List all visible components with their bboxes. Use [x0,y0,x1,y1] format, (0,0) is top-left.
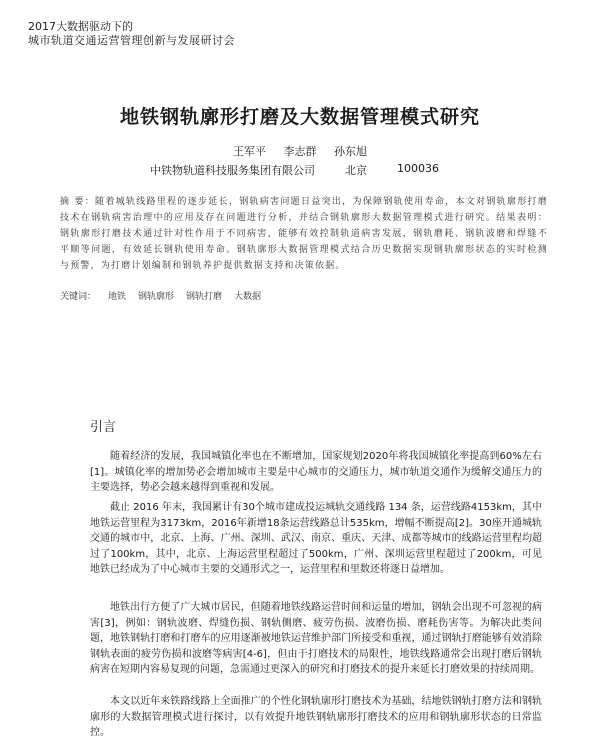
body-paragraph: 截止 2016 年末，我国累计有30个城市建成投运城轨交通线路 134 条，运营线路4153km，其中地铁运营里程为3173km，2016年新增18条运营线路总计535km，增幅不断提高[2]。30座开通城轨交通的城市中，北京、上海、广州、深圳、武汉、南京、重庆、天津、成都等城市的线路运营里程均超过了100km，其中，北京、上海运营里程超过了500km，广州、深圳运营里程超过了200km，可见地铁已经成为了中心城市主要的交通形式之一，运营里程和里数还将逐日益增加。 [90,502,542,575]
keyword: 钢轨廓形 [138,292,175,302]
body-paragraph: 地铁出行方便了广大城市居民，但随着地铁线路运营时间和运量的增加，钢轨会出现不可忽视的病害[3]，例如：钢轨波磨、焊缝伤损、钢轨侧磨、疲劳伤损、波磨伤损、磨耗伤害等。为解决此类问题，地铁钢轨打磨和打磨车的应用逐渐被地铁运营维护部门所接受和重视，通过钢轨打磨能够有效消除钢轨表面的疲劳伤损和波磨等病害[4-6]，但由于打磨技术的局限性，地铁线路通常会出现打磨后钢轨病害在短期内容易复现的问题，急需通过更深入的研究和打磨技术的提升来延长打磨效果的持续周期。 [90,602,542,675]
keywords-label: 关键词： [60,292,97,302]
paper-keywords [60,289,261,302]
body-paragraph: 随着经济的发展，我国城镇化率也在不断增加，国家规划2020年将我国城镇化率提高到60%左右[1]。城镇化率的增加势必会增加城市主要是中心城市的交通压力，城市轨道交通作为缓解交通压力的主要选择，势必会越来越得到重视和发展。 [90,451,542,493]
paper-abstract: 摘 要：随着城轨线路里程的逐步延长，钢轨病害问题日益突出，为保障钢轨使用寿命，本文对钢轨廓形打磨技术在钢轨病害治理中的应用及存在问题进行分析，并结合钢轨廓形大数据管理模式进行研究。结果表明：钢轨廓形打磨技术通过针对性作用于不同病害，能够有效控制轨道病害发展，钢轨磨耗、钢轨波磨和焊缝不平顺等问题，有效延长钢轨使用寿命。钢轨廓形大数据管理模式结合历史数据实现钢轨廓形状态的实时检测与预警，为打磨计划编制和钢轨养护提供数据支持和决策依据。 [60,197,548,271]
affiliation-city: 北京 [345,164,367,177]
conference-header [28,20,235,48]
keyword: 大数据 [234,292,262,302]
keyword: 钢轨打磨 [186,292,223,302]
conference-title-line2: 城市轨道交通运营管理创新与发展研讨会 [28,34,235,47]
keyword: 地铁 [108,292,127,302]
section-heading: 引言 [90,420,117,435]
paper-affiliation [150,162,439,178]
affiliation-org: 中铁物轨道科技服务集团有限公司 [150,164,315,177]
conference-title-line1: 2017大数据驱动下的 [28,20,133,33]
body-paragraph: 本文以近年来铁路线路上全面推广的个性化钢轨廓形打磨技术为基础，结地铁钢轨打磨方法和钢轨廓形的大数据管理模式进行探讨，以有效提升地铁钢轨廓形打磨技术的应用和钢轨廓形状态的日常监控。 [90,696,542,738]
affiliation-postcode: 100036 [397,162,439,175]
paper-authors: 王军平 李志群 孙东旭 [233,145,367,158]
paper-title: 地铁钢轨廓形打磨及大数据管理模式研究 [119,106,480,128]
